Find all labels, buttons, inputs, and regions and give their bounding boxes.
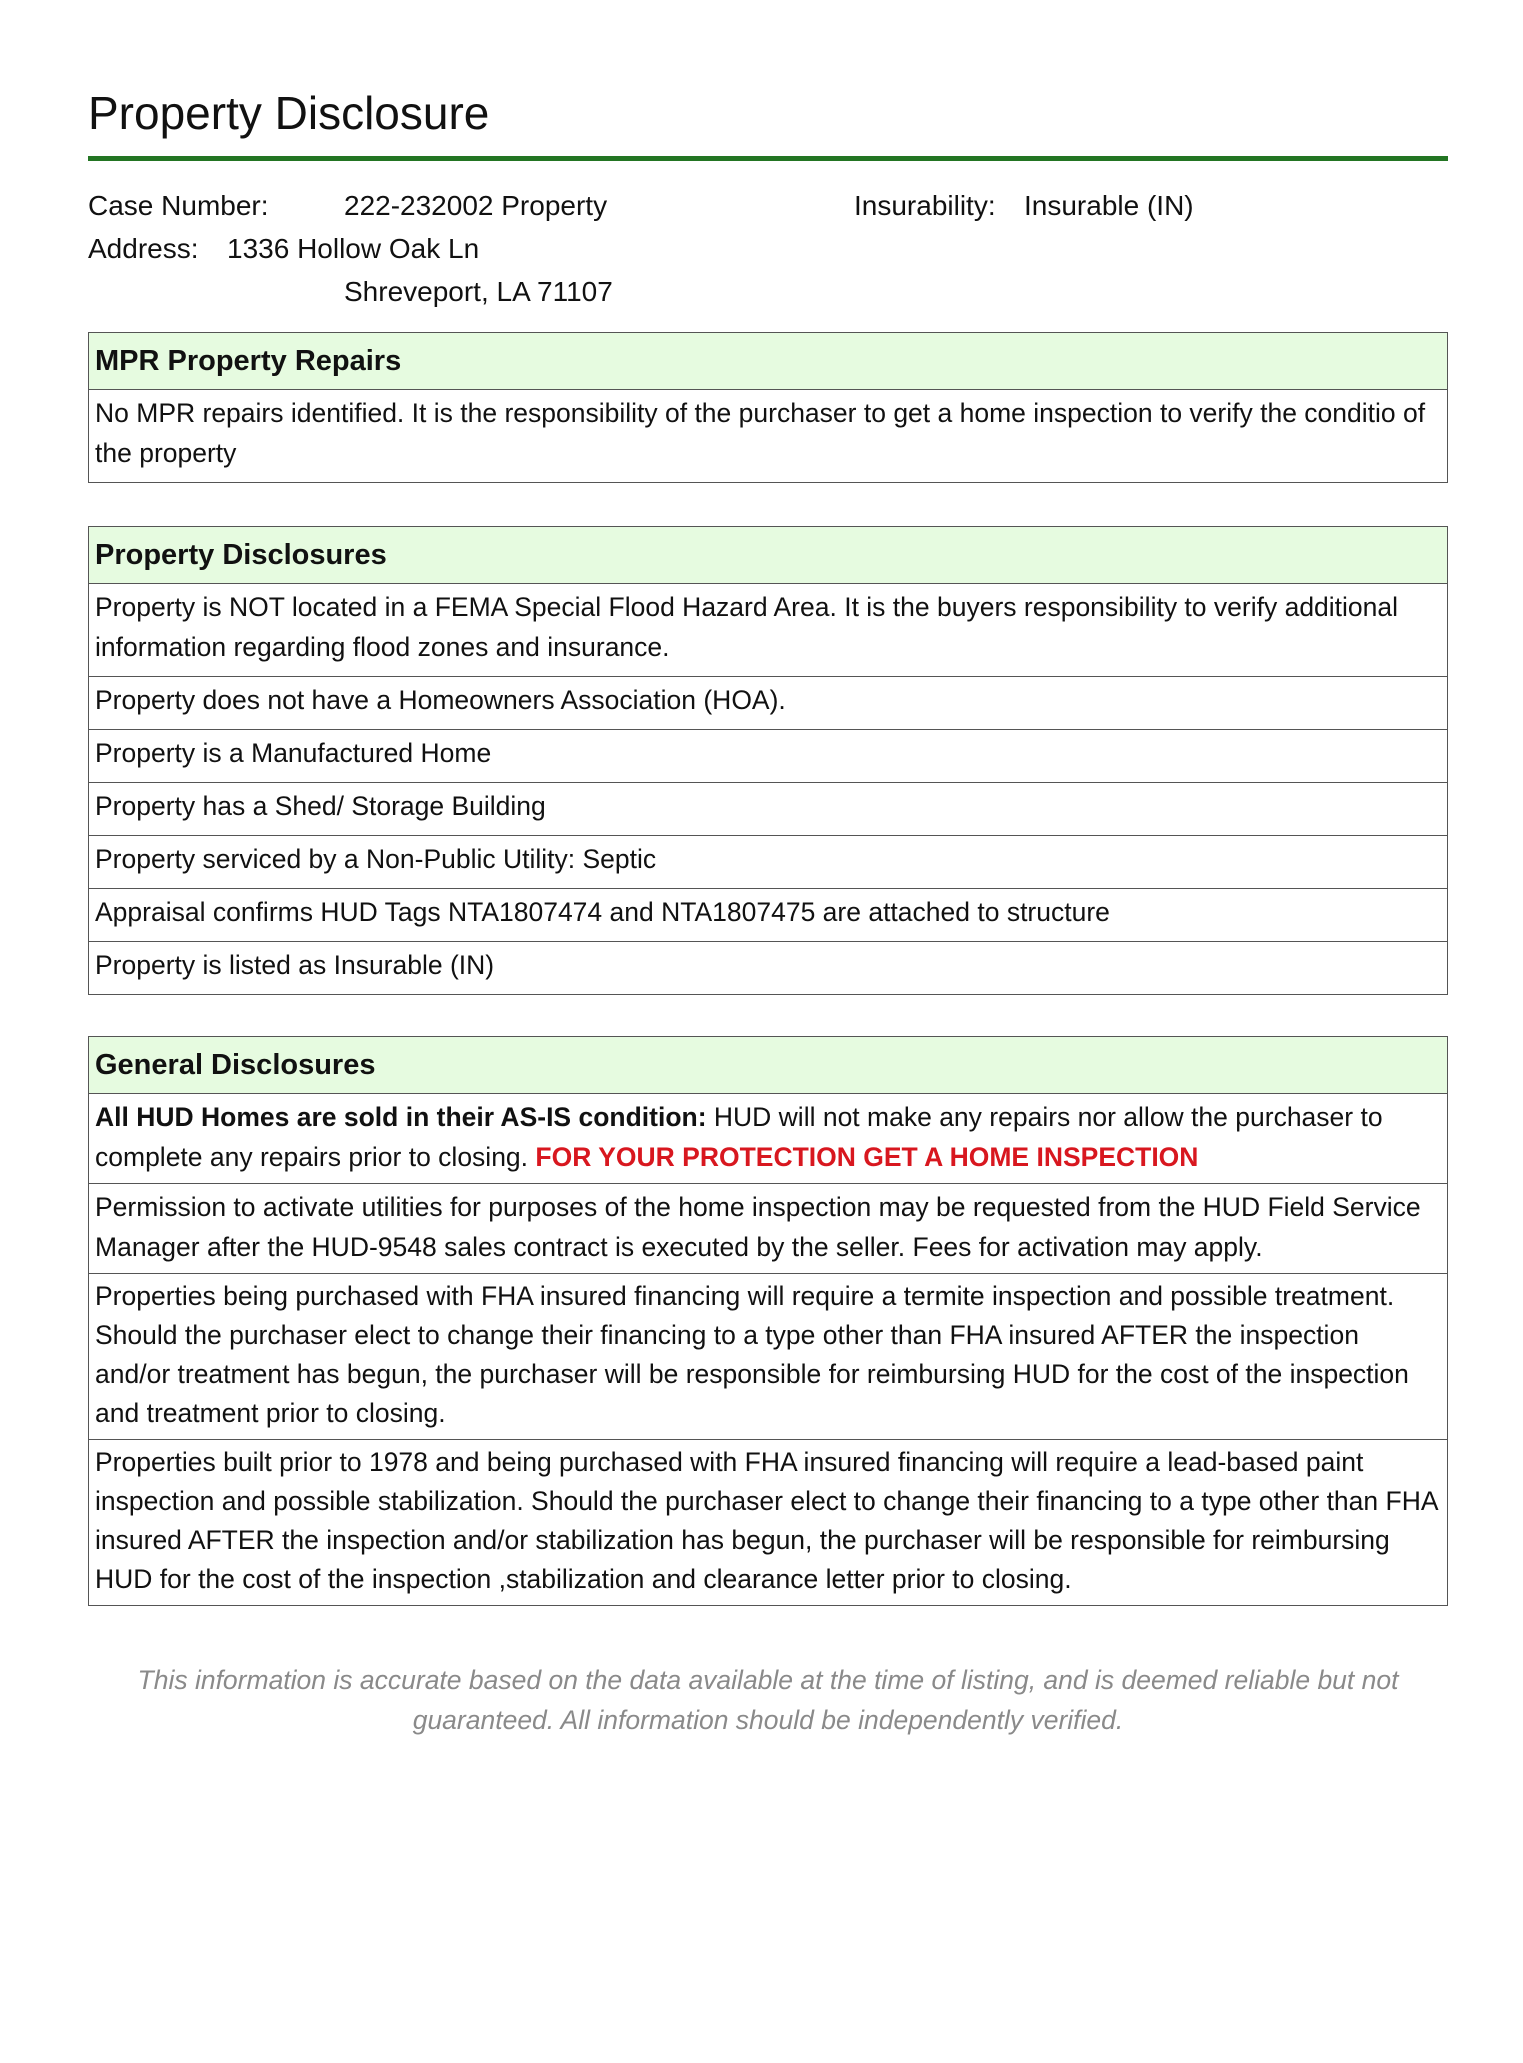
disclosure-row-hud-tags: Appraisal confirms HUD Tags NTA1807474 and NTA1807475 are attached to structure	[89, 889, 1447, 942]
case-number-label: Case Number:	[88, 190, 269, 221]
as-is-row	[89, 1094, 1447, 1184]
disclosure-row-shed: Property has a Shed/ Storage Building	[89, 783, 1447, 836]
address-label: Address:	[88, 233, 199, 264]
mpr-repairs-section	[88, 332, 1448, 483]
disclosure-row-manufactured: Property is a Manufactured Home	[89, 730, 1447, 783]
property-disclosures-heading: Property Disclosures	[89, 527, 1447, 584]
as-is-bold: All HUD Homes are sold in their AS-IS condition:	[95, 1102, 707, 1132]
property-disclosures-section	[88, 526, 1448, 995]
general-disclosures-heading: General Disclosures	[89, 1037, 1447, 1094]
disclosure-row-flood: Property is NOT located in a FEMA Special Flood Hazard Area. It is the buyers responsibility to verify additional information regarding flood zones and insurance.	[89, 584, 1447, 677]
mpr-repairs-heading: MPR Property Repairs	[89, 333, 1447, 390]
as-is-text: HUD will not make any repairs nor allow the purchaser to complete any repairs prior to closing.	[95, 1102, 1383, 1172]
address-line1: 1336 Hollow Oak Ln	[227, 233, 480, 264]
disclaimer-footnote: This information is accurate based on the data available at the time of listing, and is deemed reliable but not guaranteed. All information should be independently verified.	[137, 1665, 1399, 1735]
disclosure-row-hoa: Property does not have a Homeowners Association (HOA).	[89, 677, 1447, 730]
case-number-row	[88, 184, 1448, 227]
mpr-repairs-row: No MPR repairs identified. It is the responsibility of the purchaser to get a home inspection to verify the conditio of the property	[89, 390, 1447, 483]
insurability-value: Insurable (IN)	[1024, 190, 1194, 221]
inspection-warning: FOR YOUR PROTECTION GET A HOME INSPECTION	[535, 1142, 1199, 1172]
address-row-2	[88, 270, 1448, 313]
termite-row: Properties being purchased with FHA insured financing will require a termite inspection and possible treatment. Should the purchaser elect to change their financing to a type other than FHA insured AFTER the inspection and/or treatment has begun, the purchaser will be responsible for reimbursing HUD for the cost of the inspection and treatment prior to closing.	[89, 1274, 1447, 1440]
case-number-value: 222-232002 Property	[344, 190, 608, 221]
disclosure-row-utility: Property serviced by a Non-Public Utility: Septic	[89, 836, 1447, 889]
general-disclosures-section	[88, 1036, 1448, 1606]
utilities-row: Permission to activate utilities for purposes of the home inspection may be requested from the HUD Field Service Manager after the HUD-9548 sales contract is executed by the seller. Fees for activation may apply.	[89, 1184, 1447, 1274]
disclosure-row-insurable: Property is listed as Insurable (IN)	[89, 942, 1447, 995]
title-divider	[88, 156, 1448, 161]
address-row	[88, 227, 1448, 270]
property-info	[88, 184, 1448, 313]
page-title: Property Disclosure	[88, 87, 490, 139]
address-line2: Shreveport, LA 71107	[344, 276, 613, 307]
lead-paint-row: Properties built prior to 1978 and being purchased with FHA insured financing will require a lead-based paint inspection and possible stabilization. Should the purchaser elect to change their financing to a type other than FHA insured AFTER the inspection and/or stabilization has begun, the purchaser will be responsible for reimbursing HUD for the cost of the inspection ,stabilization and clearance letter prior to closing.	[89, 1440, 1447, 1606]
insurability-label: Insurability:	[854, 190, 996, 221]
